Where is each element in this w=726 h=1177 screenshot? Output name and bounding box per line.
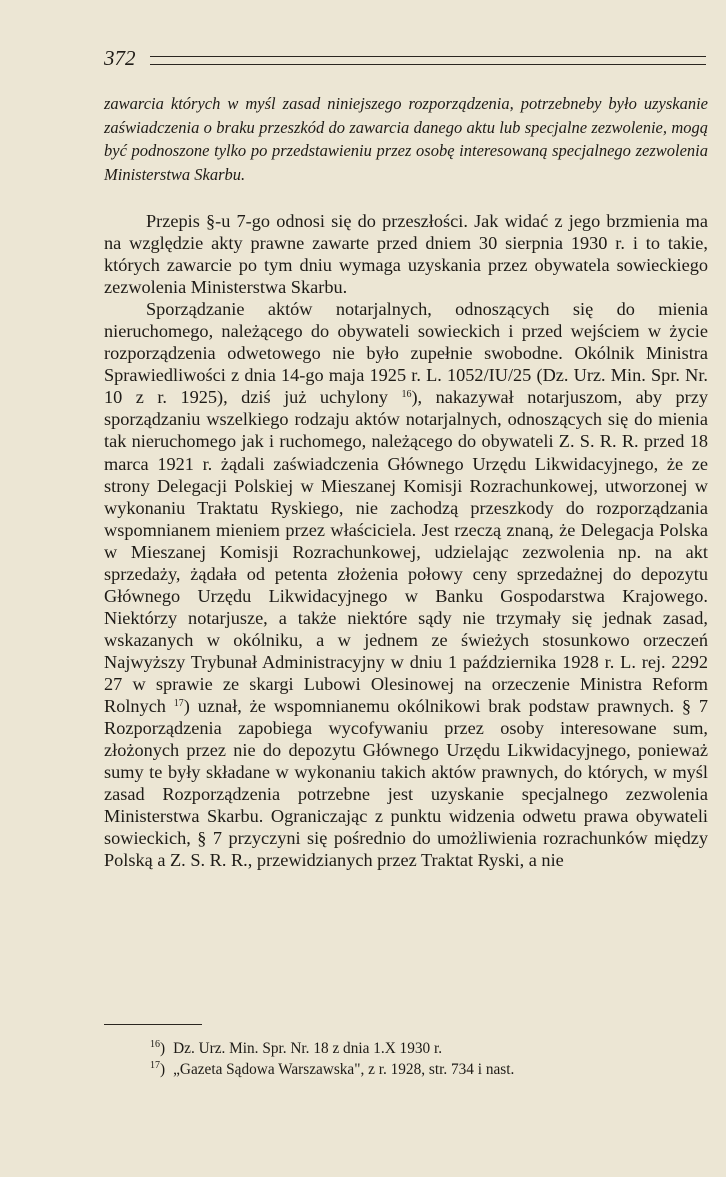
paragraph-2-part-a: Sporządzanie aktów notarjalnych, odnoszących się do mienia nieruchomego, należącego do obywateli sowieckich i przed wejściem w życie rozporządzenia odwetowego nie było zupełnie swobodne. Okólnik Ministra Sprawiedliwości z dnia 14-go maja 1925 r. L. 1052/IU/25 (Dz. Urz. Min. Spr. Nr. 10 z r. 1925), dziś już uchylony (104, 299, 708, 408)
footnote-mark-16: 16 (150, 1039, 160, 1050)
paragraph-2-part-b: , nakazywał notarjuszom, aby przy sporządzaniu wszelkiego rodzaju aktów notarjalnych, odnoszących się do mienia tak nieruchomego jak i ruchomego, należącego do obywateli Z. S. R. R. przed 18 marca 1921 r. żądali zaświadczenia Głównego Urzędu Likwidacyjnego, że ze strony Delegacji Polskiej w Mieszanej Komisji Rozrachunkowej, utworzonej w wykonaniu Traktatu Ryskiego, nie zachodzą przeszkody do rozporządzania wspomnianem mieniem przez właściciela. Jest rzeczą znaną, że Delegacja Polska w Mieszanej Komisji Rozrachunkowej, udzielając zezwolenia np. na akt sprzedaży, żądała od petenta złożenia połowy ceny sprzedażnej do depozytu Głównego Urzędu Likwidacyjnego w Banku Gospodarstwa Krajowego. Niektórzy notarjusze, a także niektóre sądy nie trzymały się jednak zasad, wskazanych w okólniku, a w jednem ze świeżych stosunkowo orzeczeń Najwyższy Trybunał Administracyjny w dniu 1 października 1928 r. L. rej. 2292 27 w sprawie ze skargi Lubowi Olesinowej na orzeczenie Ministra Reform Rolnych (104, 387, 708, 717)
footnote-17: $^{17}$) „Gazeta Sądowa Warszawska", z r. 1928, str. 734 i nast. (150, 1060, 515, 1078)
paragraph-1: Przepis §-u 7-go odnosi się do przeszłości. Jak widać z jego brzmienia ma na względzie akty prawne zawarte przed dniem 30 sierpnia 1930 r. i to takie, których zawarcie po tym dniu wymaga uzyskania przez obywatela sowieckiego zezwolenia Ministerstwa Skarbu. (104, 211, 708, 298)
footnote-ref-17[interactable]: 17 (173, 698, 184, 710)
footnote-rule (104, 1024, 202, 1025)
footnote-mark-17: 17 (150, 1060, 160, 1071)
footnote-17-text: „Gazeta Sądowa Warszawska", z r. 1928, str. 734 i nast. (173, 1061, 515, 1078)
body-text (104, 210, 708, 871)
footnote-16-text: Dz. Urz. Min. Spr. Nr. 18 z dnia 1.X 1930 r. (173, 1040, 443, 1057)
footnote-ref-16[interactable]: 16 (401, 389, 412, 401)
paragraph-2: Sporządzanie aktów notarjalnych, odnoszących się do mienia nieruchomego, należącego do obywateli sowieckich i przed wejściem w życie rozporządzenia odwetowego nie było zupełnie swobodne. Okólnik Ministra Sprawiedliwości z dnia 14-go maja 1925 r. L. 1052/IU/25 (Dz. Urz. Min. Spr. Nr. 10 z r. 1925), dziś już uchylony $^{16}$), nakazywał notarjuszom, aby przy sporządzaniu wszelkiego rodzaju aktów notarjalnych, odnoszących się do mienia tak nieruchomego jak i ruchomego, należącego do obywateli Z. S. R. R. przed 18 marca 1921 r. żądali zaświadczenia Głównego Urzędu Likwidacyjnego, że ze strony Delegacji Polskiej w Mieszanej Komisji Rozrachunkowej, utworzonej w wykonaniu Traktatu Ryskiego, nie zachodzą przeszkody do rozporządzania wspomnianem mieniem przez właściciela. Jest rzeczą znaną, że Delegacja Polska w Mieszanej Komisji Rozrachunkowej, udzielając zezwolenia np. na akt sprzedaży, żądała od petenta złożenia połowy ceny sprzedażnej do depozytu Głównego Urzędu Likwidacyjnego w Banku Gospodarstwa Krajowego. Niektórzy notarjusze, a także niektóre sądy nie trzymały się jednak zasad, wskazanych w okólniku, a w jednem ze świeżych stosunkowo orzeczeń Najwyższy Trybunał Administracyjny w dniu 1 października 1928 r. L. rej. 2292 27 w sprawie ze skargi Lubowi Olesinowej na orzeczenie Ministra Reform Rolnych $^{17}$) uznał, że wspomnianemu okólnikowi brak podstaw prawnych. § 7 Rozporządzenia zapobiega wycofywaniu przez osoby interesowane sum, złożonych przez nie do depozytu Głównego Urzędu Likwidacyjnego, ponieważ sumy te były składane w wykonaniu takich aktów prawnych, do których, w myśl zasad Rozporządzenia potrzebne jest uzyskanie specjalnego zezwolenia Ministerstwa Skarbu. Ograniczając z punktu widzenia odwetu prawa obywateli sowieckich, § 7 przyczyni się pośrednio do umożliwienia rozrachunków między Polską a Z. S. R. R., przewidzianych przez Traktat Ryski, a nie (104, 299, 708, 871)
paragraph-2-part-c: uznał, że wspomnianemu okólnikowi brak podstaw prawnych. § 7 Rozporządzenia zapobiega wycofywaniu przez osoby interesowane sum, złożonych przez nie do depozytu Głównego Urzędu Likwidacyjnego, ponieważ sumy te były składane w wykonaniu takich aktów prawnych, do których, w myśl zasad Rozporządzenia potrzebne jest uzyskanie specjalnego zezwolenia Ministerstwa Skarbu. Ograniczając z punktu widzenia odwetu prawa obywateli sowieckich, § 7 przyczyni się pośrednio do umożliwienia rozrachunków między Polską a Z. S. R. R., przewidzianych przez Traktat Ryski, a nie (104, 696, 708, 871)
footnotes (150, 1038, 690, 1080)
page-number: 372 (104, 46, 136, 70)
footnote-16: $^{16}$) Dz. Urz. Min. Spr. Nr. 18 z dnia 1.X 1930 r. (150, 1039, 443, 1057)
italic-paragraph: zawarcia których w myśl zasad niniejszego rozporządzenia, potrzebneby było uzyskanie zaświadczenia o braku przeszkód do zawarcia danego aktu lub specjalne zezwolenie, mogą być podnoszone tylko po przedstawieniu przez osobę interesowaną specjalnego zezwolenia Ministerstwa Skarbu. (104, 94, 708, 184)
header-rule (150, 56, 706, 65)
